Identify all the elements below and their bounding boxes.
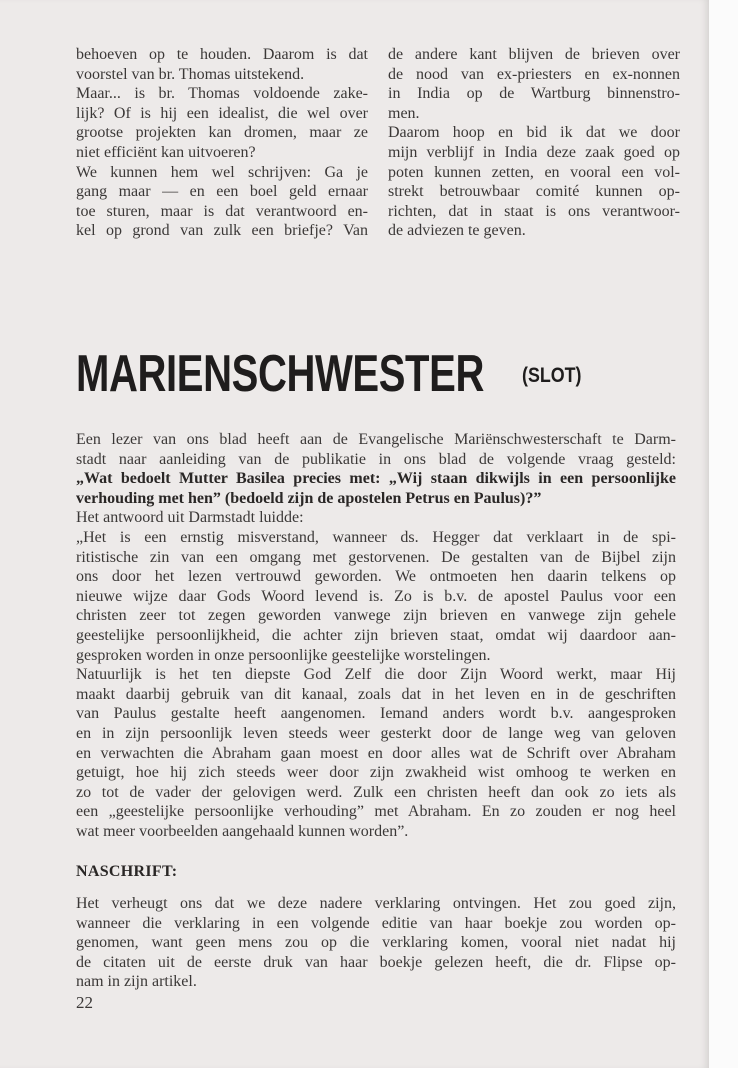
text-line: richten, dat in staat is ons verantwoor- <box>388 202 680 220</box>
bold-text-line: „Wat bedoelt Mutter Basilea precies met: „Wij staan dikwijls in een persoonlijke <box>76 470 676 488</box>
paragraph <box>76 894 676 992</box>
text-line: een „geestelijke persoonlijke verhouding” met Abraham. En zo zouden er nog heel <box>76 803 676 821</box>
text-line: de citaten uit de eerste druk van haar boekje gelezen heeft, die dr. Flipse op- <box>76 953 676 971</box>
text-line: We kunnen hem wel schrijven: Ga je <box>76 163 368 181</box>
right-column <box>388 45 680 241</box>
text-line: niet efficiënt kan uitvoeren? <box>76 143 256 161</box>
paragraph <box>76 665 676 841</box>
text-line: christen zeer tot zegen geworden vanwege zijn brieven en vanwege zijn gehele <box>76 607 676 625</box>
text-line: en in zijn persoonlijk leven steeds weer gesterkt door de lange weg van geloven <box>76 724 676 742</box>
text-line: geestelijke persoonlijkheid, die achter zijn brieven staat, omdat wij daardoor aan- <box>76 626 676 644</box>
text-line: in India op de Wartburg binnenstro- <box>388 85 680 103</box>
text-line: men. <box>388 104 420 122</box>
paragraph <box>76 45 368 84</box>
paragraph <box>76 430 676 508</box>
text-line: ons door het lezen vertrouwd geworden. We ontmoeten hen daarin telkens op <box>76 568 676 586</box>
text-line: voorstel van br. Thomas uitstekend. <box>76 65 305 83</box>
text-line: Het antwoord uit Darmstadt luidde: <box>76 509 304 527</box>
text-line: Natuurlijk is het ten diepste God Zelf die door Zijn Woord werkt, maar Hij <box>76 666 676 684</box>
text-line: de adviezen te geven. <box>388 222 526 240</box>
article-body <box>76 430 676 841</box>
text-line: mijn verblijf in India deze zaak goed op <box>388 143 680 161</box>
paragraph <box>388 123 680 241</box>
bold-text-line: verhouding met hen” (bedoeld zijn de apostelen Petrus en Paulus)?” <box>76 489 542 507</box>
text-line: genomen, want geen mens zou op die verklaring komen, vooral niet nadat hij <box>76 934 676 952</box>
article-title: MARIENSCHWESTER <box>76 345 484 403</box>
text-line: Het verheugt ons dat we deze nadere verklaring ontvingen. Het zou goed zijn, <box>76 895 676 912</box>
text-line: getuigt, hoe hij zich steeds weer door zijn zwakheid wist omhoog te werken en <box>76 764 676 782</box>
page-number: 22 <box>76 993 93 1012</box>
text-line: Daarom hoop en bid ik dat we door <box>388 124 680 142</box>
text-line: ritistische zin van een omgang met gestorvenen. De gestalten van de Bijbel zijn <box>76 548 676 566</box>
text-line: toe sturen, maar is dat verantwoord en- <box>76 202 368 220</box>
text-line: strekt betrouwbaar comité kunnen op- <box>388 183 680 201</box>
text-line: poten kunnen zetten, en vooral een vol- <box>388 163 680 181</box>
paragraph <box>76 508 676 528</box>
text-line: „Het is een ernstig misverstand, wanneer ds. Hegger dat verklaart in de spi- <box>76 528 676 546</box>
text-line: en verwachten die Abraham gaan moest en door alles wat de Schrift over Abraham <box>76 744 676 762</box>
article-subtitle: (SLOT) <box>522 364 582 387</box>
text-line: Een lezer van ons blad heeft aan de Evangelische Mariënschwesterschaft te Darm- <box>76 431 676 448</box>
text-line: wat meer voorbeelden aangehaald kunnen worden”. <box>76 822 409 840</box>
text-line: grootse projekten kan dromen, maar ze <box>76 124 368 142</box>
text-line: de andere kant blijven de brieven over <box>388 46 680 63</box>
text-line: van Paulus gestalte heeft aangenomen. Iemand anders wordt b.v. aangesproken <box>76 705 676 723</box>
naschrift-heading: NASCHRIFT: <box>76 863 178 880</box>
text-line: nieuwe wijze daar Gods Woord levend is. Zo is b.v. de apostel Paulus voor een <box>76 587 676 605</box>
text-line: gesproken worden in onze persoonlijke geestelijke worstelingen. <box>76 646 491 664</box>
text-line: lijk? Of is hij een idealist, die wel over <box>76 104 368 122</box>
paragraph <box>388 45 680 123</box>
paragraph <box>76 163 368 241</box>
text-line: zo tot de vader der gelovigen werd. Zulk een christen heeft dan ook zo iets als <box>76 783 676 801</box>
text-line: maakt daarbij gebruik van dit kanaal, zoals dat in het leven en in de geschriften <box>76 685 676 703</box>
text-line: de nood van ex-priesters en ex-nonnen <box>388 65 680 83</box>
paragraph <box>76 84 368 162</box>
text-line: gang maar — en een boel geld ernaar <box>76 183 368 201</box>
text-line: nam in zijn artikel. <box>76 973 197 991</box>
text-line: behoeven op te houden. Daarom is dat <box>76 46 368 63</box>
naschrift-body <box>76 894 676 992</box>
text-line: Maar... is br. Thomas voldoende zake- <box>76 85 368 103</box>
paragraph <box>76 528 676 665</box>
text-line: kel op grond van zulk een briefje? Van <box>76 222 368 240</box>
text-line: wanneer die verklaring in een volgende editie van haar boekje zou worden op- <box>76 914 676 932</box>
left-column <box>76 45 368 241</box>
text-line: stadt naar aanleiding van de publikatie in ons blad de volgende vraag gesteld: <box>76 450 676 468</box>
